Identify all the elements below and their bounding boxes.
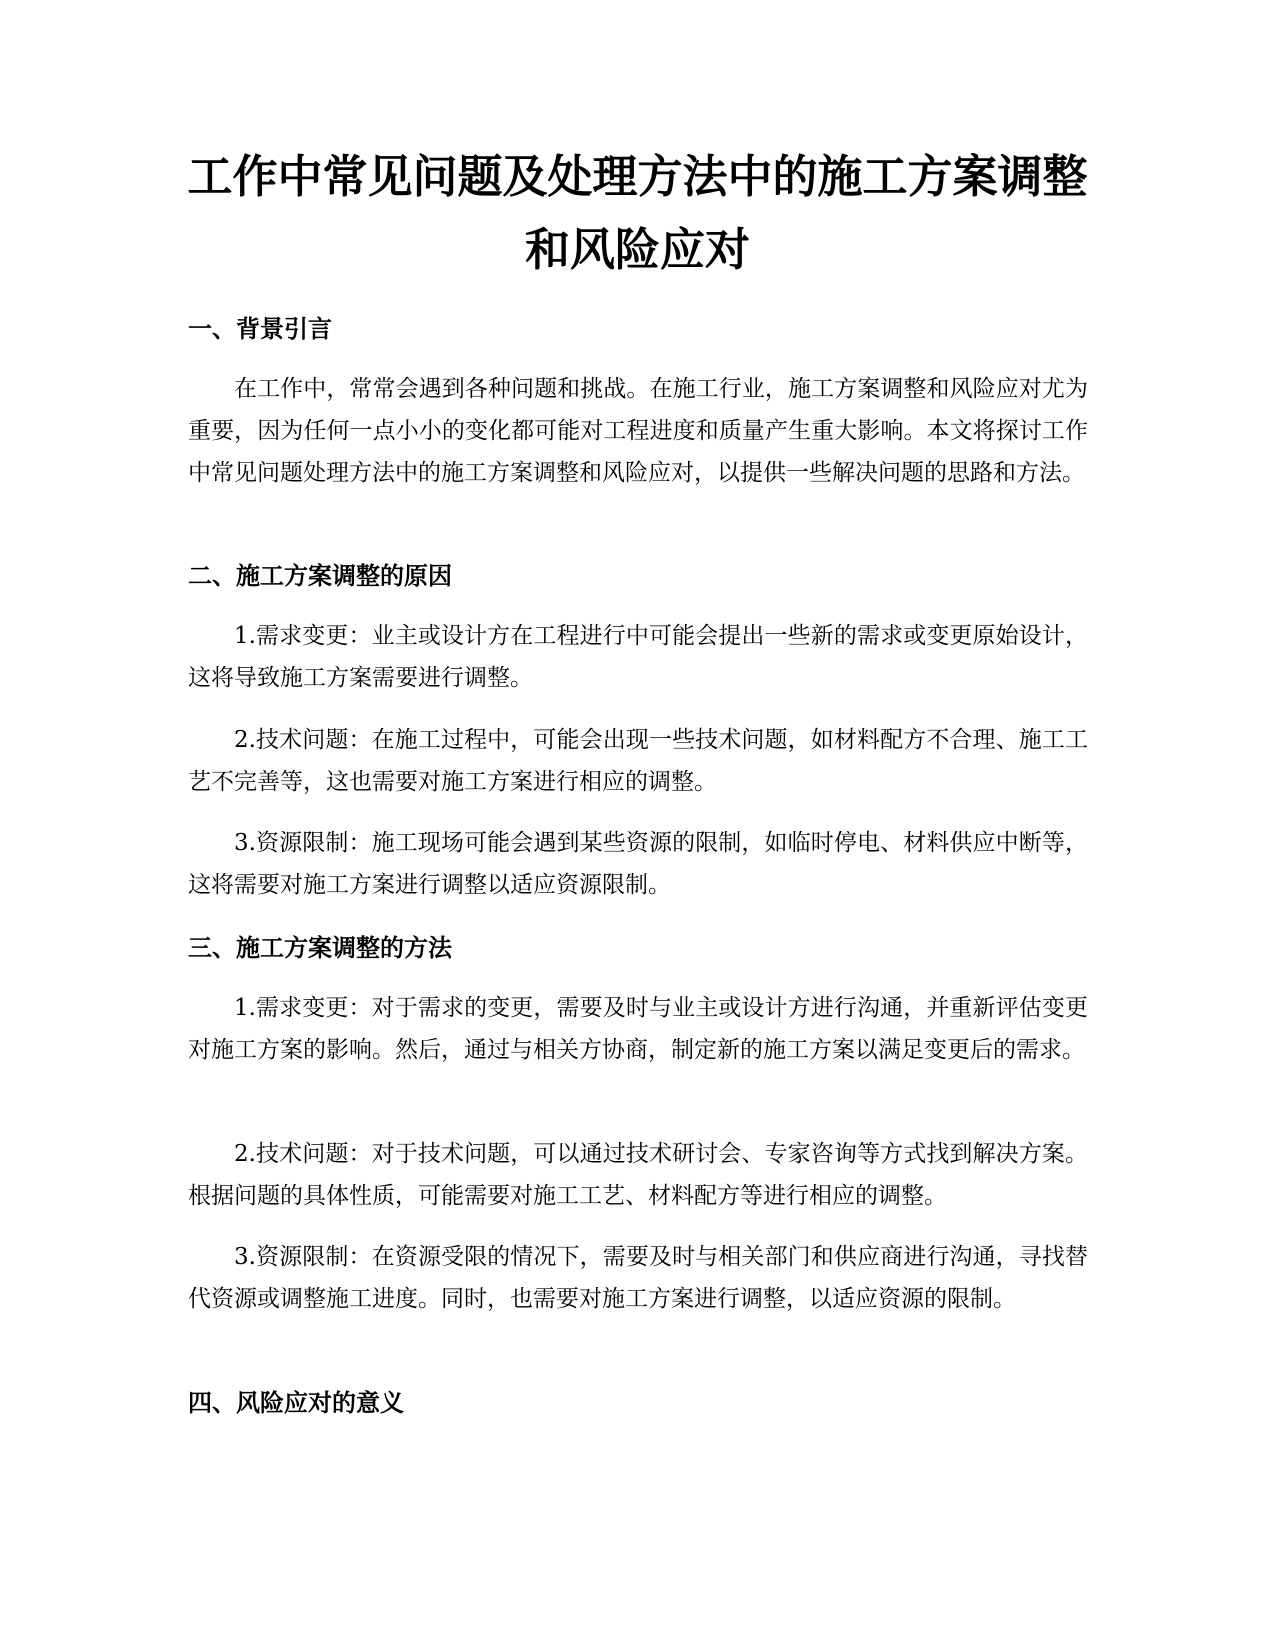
document-title: 工作中常见问题及处理方法中的施工方案调整和风险应对 bbox=[187, 150, 1088, 276]
paragraph-method-technical: 2.技术问题：对于技术问题，可以通过技术研讨会、专家咨询等方式找到解决方案。根据问题的具体性质，可能需要对施工工艺、材料配方等进行相应的调整。 bbox=[188, 1141, 1088, 1209]
section-heading-background: 一、背景引言 bbox=[188, 315, 332, 343]
section-heading-risk-significance: 四、风险应对的意义 bbox=[188, 1389, 404, 1417]
paragraph-method-resource: 3.资源限制：在资源受限的情况下，需要及时与相关部门和供应商进行沟通，寻找替代资源或调整施工进度。同时，也需要对施工方案进行调整，以适应资源的限制。 bbox=[188, 1244, 1088, 1312]
section-heading-adjust-methods: 三、施工方案调整的方法 bbox=[188, 934, 452, 962]
section-heading-adjust-reasons: 二、施工方案调整的原因 bbox=[188, 562, 452, 590]
paragraph-reason-resource: 3.资源限制：施工现场可能会遇到某些资源的限制，如临时停电、材料供应中断等，这将需要对施工方案进行调整以适应资源限制。 bbox=[188, 830, 1088, 898]
paragraph-background: 在工作中，常常会遇到各种问题和挑战。在施工行业，施工方案调整和风险应对尤为重要，因为任何一点小小的变化都可能对工程进度和质量产生重大影响。本文将探讨工作中常见问题处理方法中的施工方案调整和风险应对，以提供一些解决问题的思路和方法。 bbox=[188, 376, 1088, 486]
paragraph-reason-technical: 2.技术问题：在施工过程中，可能会出现一些技术问题，如材料配方不合理、施工工艺不完善等，这也需要对施工方案进行相应的调整。 bbox=[188, 727, 1088, 795]
paragraph-method-demand-change: 1.需求变更：对于需求的变更，需要及时与业主或设计方进行沟通，并重新评估变更对施工方案的影响。然后，通过与相关方协商，制定新的施工方案以满足变更后的需求。 bbox=[188, 995, 1088, 1063]
paragraph-reason-demand-change: 1.需求变更：业主或设计方在工程进行中可能会提出一些新的需求或变更原始设计，这将导致施工方案需要进行调整。 bbox=[188, 623, 1088, 691]
